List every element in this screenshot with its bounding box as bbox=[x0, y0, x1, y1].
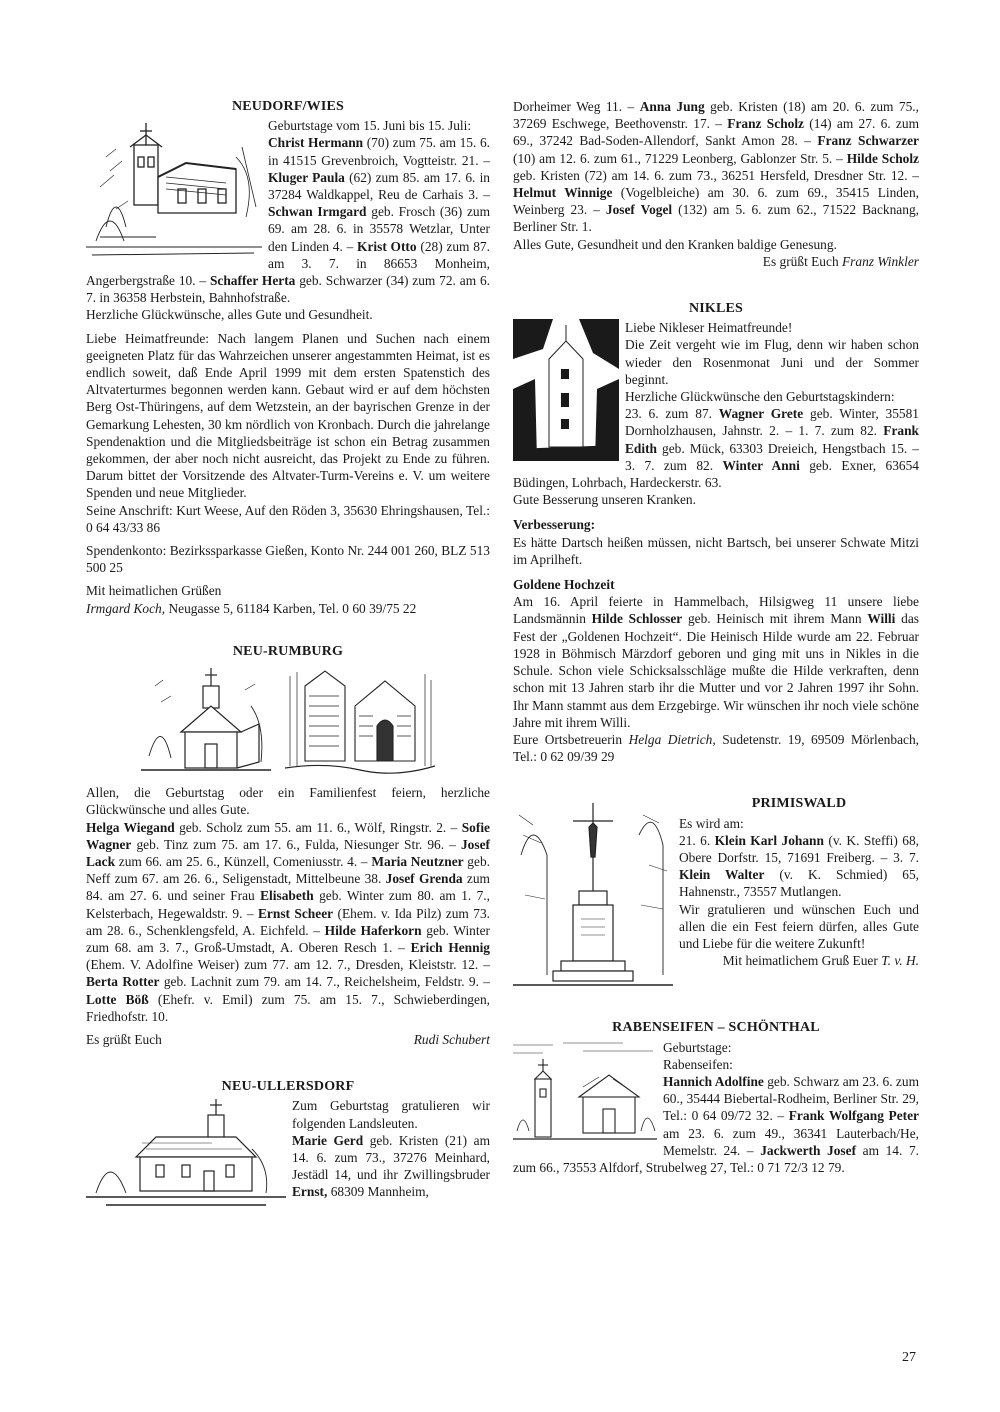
text: am 14. 7. zum 66., 73553 Alfdorf, Strubelweg 27, Tel.: 0 71 72/3 12 79. bbox=[513, 1142, 920, 1175]
crucifix-illustration bbox=[513, 795, 673, 995]
church-illustration bbox=[513, 1039, 657, 1149]
section-primiswald bbox=[513, 795, 919, 997]
person-name: Anna Jung bbox=[639, 99, 705, 114]
paragraph: Gute Besserung unseren Kranken. bbox=[513, 492, 696, 508]
person-name: Hilde Haferkorn bbox=[324, 922, 422, 938]
text: zum 84. am 27. 6. und seiner Frau bbox=[86, 871, 490, 904]
subheading: Goldene Hochzeit bbox=[513, 577, 615, 593]
person-name: Hannich Adolfine bbox=[663, 1073, 764, 1089]
text: geb. Kristen (18) am 20. 6. zum 75., 37269 Eschwege, Beethovenstr. 17. – bbox=[513, 99, 919, 132]
tower-illustration bbox=[513, 319, 619, 461]
text: geb. Winter zum 68. am 3. 7., Groß-Umstadt, A. Oberen Resch 1. – bbox=[86, 922, 490, 955]
text: das Fest der „Goldenen Hochzeit“. Die Heinisch Hilde wurde am 22. Februar 1928 in Böhmisch Märzdorf geboren und ging mit uns in Nikles in die Schule. Schon viele Schicksalsschläge mußte die Hilde verkraften, denn schon mit 13 Jahren starb ihr die Mutter und vor 2 Jahren 1997 ihr Sohn. Ihr Mann stammt aus dem Erzgebirge. Wir wünschen ihr noch viele schöne Jahre mit ihrem Willi. bbox=[513, 611, 919, 730]
section-title: PRIMISWALD bbox=[751, 796, 847, 812]
paragraph: Es wird am: bbox=[679, 815, 744, 831]
signature-name: Helga Dietrich, bbox=[628, 731, 716, 747]
paragraph: Rabenseifen: bbox=[663, 1056, 733, 1072]
paragraph: Alles Gute, Gesundheit und den Kranken baldige Genesung. bbox=[513, 236, 837, 252]
paragraph bbox=[513, 593, 919, 731]
paragraph: Liebe Nikleser Heimatfreunde! bbox=[625, 320, 793, 336]
text: 23. 6. zum 87. bbox=[625, 406, 719, 422]
person-name: Lotte Böß bbox=[86, 991, 149, 1007]
text: geb. Frosch (36) zum 69. am 28. 6. in 35578 Wetzlar, Unter den Linden 4. – bbox=[268, 204, 490, 254]
text: Sudetenstr. 19, 69509 Mörlenbach, Tel.: 0 62 09/39 29 bbox=[513, 731, 920, 765]
text: (Vogelbleiche) am 30. 6. zum 69., 35415 Linden, Weinberg 23. – bbox=[513, 185, 919, 218]
text: Eure Ortsbetreuerin bbox=[513, 731, 629, 747]
text: (70) zum 75. am 15. 6. in 41515 Grevenbroich, Vogtteistr. 21. – bbox=[268, 135, 490, 168]
signature-name: T. v. H. bbox=[881, 953, 919, 969]
paragraph: Liebe Heimatfreunde: Nach langem Planen und Suchen nach einem geeigneten Platz für das Wahrzeichen unserer angestammten Heimat, ist es endlich soweit, daß Ende April 1999 mit dem ersten Spatenstich des Altvaterturmes begonnen werden kann. Gebaut wird er auf dem höchsten Berg Ost-Thüringens, auf dem Wetzstein, an der bayrischen Grenze in der Gemarkung Lehesten, 30 km nördlich von Kronbach. Durch die jahrelange Spendenaktion und die Mitgliedsbeiträge ist schon ein Betrag zusammen gekommen, der aber noch nicht ausreicht, das Projekt zu Ende zu führen. Darum bittet der Vorsitzende des Altvater-Turm-Vereins e. V. um weitere Spenden und neue Mitglieder. bbox=[86, 330, 490, 501]
text: Dorheimer Weg 11. – bbox=[513, 99, 640, 114]
text: geb. Kristen (21) am 14. 6. zum 73., 37276 Meinhard, Jestädl 14, und ihr Zwillingsbruder bbox=[292, 1132, 490, 1183]
person-name: Jackwerth Josef bbox=[760, 1142, 857, 1158]
person-name: Klein Walter bbox=[679, 867, 765, 883]
text: Geburtstage vom 15. Juni bis 15. Juli: bbox=[268, 118, 472, 134]
text: 68309 Mannheim, bbox=[327, 1184, 429, 1200]
text: (v. K. Schmied) 65, Hahnenstr., 73557 Mutlangen. bbox=[679, 867, 919, 900]
text: am 23. 6. zum 49., 36341 Lauterbach/He, Memelstr. 24. – bbox=[663, 1125, 919, 1158]
text: geb. Lachnit zum 79. am 14. 7., Reichelsheim, Feldstr. 9. – bbox=[159, 974, 490, 990]
person-name: Helmut Winnige bbox=[513, 185, 613, 201]
text: geb. Tinz zum 75. am 17. 6., Fulda, Niesunger Str. 96. – bbox=[131, 836, 461, 852]
greeting: Mit heimatlichem Gruß Euer bbox=[722, 953, 882, 969]
section-title: NEU-ULLERSDORF bbox=[221, 1079, 355, 1095]
text: Am 16. April feierte in Hammelbach, Hilsigweg 11 unsere liebe Landsmännin bbox=[513, 594, 919, 627]
signature-name: Franz Winkler bbox=[842, 253, 919, 269]
paragraph: Spendenkonto: Bezirkssparkasse Gießen, Konto Nr. 244 001 260, BLZ 513 500 25 bbox=[86, 543, 490, 576]
paragraph: Zum Geburtstag gratulieren wir folgenden Landsleuten. bbox=[292, 1098, 490, 1131]
section-neu-rumburg bbox=[86, 643, 490, 1048]
text: geb. Schwarzer (34) zum 72. am 6. 7. in 36358 Herbstein, Bahnhofstraße. bbox=[86, 273, 490, 306]
paragraph: Die Zeit vergeht wie im Flug, denn wir haben schon wieder den Rosenmonat Juni und der Sommer beginnt. bbox=[625, 337, 919, 387]
paragraph: Es hätte Dartsch heißen müssen, nicht Bartsch, bei unserer Schwate Mitzi im Aprilheft. bbox=[513, 534, 919, 567]
text: (10) am 12. 6. zum 61., 71229 Leonberg, Gablonzer Str. 5. – bbox=[513, 150, 847, 166]
person-name: Maria Neutzner bbox=[371, 853, 464, 869]
greeting: Es grüßt Euch bbox=[86, 1031, 162, 1047]
section-continuation bbox=[513, 98, 919, 270]
person-name: Erich Hennig bbox=[410, 939, 490, 955]
person-name: Hilde Schlosser bbox=[591, 611, 683, 627]
church-illustration bbox=[86, 1097, 286, 1213]
text: (14) am 27. 6. zum 69., 37242 Bad-Soden-Allendorf, Sankt Amon 28. – bbox=[513, 116, 919, 149]
person-name: Frank Wolfgang Peter bbox=[788, 1108, 919, 1124]
person-name: Krist Otto bbox=[357, 238, 417, 254]
person-name: Hilde Scholz bbox=[846, 150, 920, 166]
text: (v. K. Steffi) 68, Obere Dorfstr. 15, 71691 Freiberg. – 3. 7. bbox=[679, 832, 920, 865]
text: geb. Heinisch mit ihrem Mann bbox=[682, 611, 868, 627]
text: Neugasse 5, 61184 Karben, Tel. 0 60 39/75 22 bbox=[165, 600, 417, 616]
paragraph: Geburtstage: bbox=[663, 1039, 732, 1055]
signature-line bbox=[86, 1031, 490, 1048]
person-name: Schaffer Herta bbox=[209, 273, 296, 289]
paragraph: Wir gratulieren und wünschen Euch und allen die ein Fest feiern dürfen, alles Gute und Liebe für die weitere Zukunft! bbox=[679, 901, 919, 951]
person-name: Wagner Grete bbox=[718, 406, 804, 422]
chapel-illustration bbox=[285, 666, 435, 776]
person-name: Berta Rotter bbox=[86, 974, 160, 990]
text: (Ehem. v. Ida Pilz) zum 73. am 28. 6., Schenklengsfeld, A. Eichfeld. – bbox=[86, 905, 491, 938]
person-name: Frank Edith bbox=[625, 423, 919, 456]
section-title: RABENSEIFEN – SCHÖNTHAL bbox=[612, 1020, 820, 1036]
text: geb. Scholz zum 55. am 11. 6., Wölf, Ringstr. 2. – bbox=[174, 819, 462, 835]
text: (Ehem. V. Adolfine Weiser) zum 77. am 12. 7., Dresden, Kleiststr. 12. – bbox=[86, 957, 490, 973]
person-name: Schwan Irmgard bbox=[268, 204, 367, 220]
section-neu-ullersdorf bbox=[86, 1078, 490, 1200]
text: geb. Exner, 63654 Büdingen, Lohrbach, Hardeckerstr. 63. bbox=[513, 457, 919, 491]
left-column bbox=[86, 98, 490, 1215]
text: geb. Mück, 63303 Dreieich, Hengstbach 15. – 3. 7. zum 82. bbox=[625, 440, 919, 473]
text: geb. Schwarz am 23. 6. zum 60., 35444 Biebertal-Rodheim, Berliner Str. 29, Tel.: 0 64 09/72 32. – bbox=[663, 1073, 919, 1124]
paragraph bbox=[86, 819, 490, 1025]
paragraph: Herzliche Glückwünsche, alles Gute und Gesundheit. bbox=[86, 307, 373, 323]
person-name: Josef Lack bbox=[86, 836, 490, 869]
section-rabenseifen bbox=[513, 1019, 919, 1176]
person-name: Kluger Paula bbox=[268, 169, 345, 185]
paragraph bbox=[513, 98, 919, 236]
person-name: Klein Karl Johann bbox=[714, 832, 824, 848]
signature bbox=[513, 731, 919, 765]
person-name: Winter Anni bbox=[722, 457, 800, 473]
text: 21. 6. bbox=[679, 832, 715, 848]
person-name: Marie Gerd bbox=[292, 1132, 364, 1148]
person-name: Josef Grenda bbox=[385, 871, 463, 887]
person-name: Helga Wiegand bbox=[86, 819, 175, 835]
signature bbox=[513, 253, 919, 270]
greeting: Es grüßt Euch bbox=[762, 253, 842, 269]
section-title: NEUDORF/WIES bbox=[231, 99, 345, 114]
chapel-illustration bbox=[141, 666, 271, 776]
person-name: Elisabeth bbox=[260, 888, 314, 904]
person-name: Christ Hermann bbox=[268, 135, 364, 151]
text: (132) am 5. 6. zum 62., 71522 Backnang, Berliner Str. 1. bbox=[513, 202, 919, 235]
section-neudorf bbox=[86, 98, 490, 617]
subheading: Verbesserung: bbox=[513, 517, 596, 533]
section-nikles bbox=[513, 300, 919, 765]
text: geb. Winter zum 80. am 1. 7., Kelsterbach, Hegewaldstr. 9. – bbox=[86, 888, 490, 921]
text: geb. Neff zum 67. am 26. 6., Seligenstadt, Mittelbeune 38. bbox=[86, 853, 490, 887]
text: (Ehefr. v. Emil) zum 75. am 15. 7., Schwieberdingen, Friedhofstr. 10. bbox=[86, 991, 490, 1024]
person-name: Sofie Wagner bbox=[86, 819, 490, 852]
section-title: NIKLES bbox=[688, 301, 744, 317]
person-name: Ernst Scheer bbox=[258, 905, 334, 921]
person-name: Franz Scholz bbox=[727, 116, 804, 132]
section-title: NEU-RUMBURG bbox=[232, 643, 344, 659]
text: geb. Winter, 35581 Dornholzhausen, Jahnstr. 2. – 1. 7. zum 82. bbox=[625, 406, 919, 439]
person-name: Willi bbox=[867, 611, 896, 627]
signature-name: Irmgard Koch, bbox=[86, 600, 166, 616]
person-name: Josef Vogel bbox=[605, 202, 673, 218]
text: geb. Kristen (72) am 14. 6. zum 73., 36251 Hersfeld, Dresdner Str. 12. – bbox=[513, 167, 919, 183]
paragraph: Seine Anschrift: Kurt Weese, Auf den Röden 3, 35630 Ehringshausen, Tel.: 0 64 43/33 86 bbox=[86, 502, 490, 535]
paragraph: Allen, die Geburtstag oder ein Familienfest feiern, herzliche Glückwünsche und alles Gute. bbox=[86, 785, 490, 818]
person-name: Franz Schwarzer bbox=[817, 133, 919, 149]
page-number: 27 bbox=[902, 1350, 916, 1365]
text: (62) zum 85. am 17. 6. in 37284 Waldkappel, Reu de Carhais 3. – bbox=[268, 169, 490, 203]
text: (28) zum 87. am 3. 7. in 86653 Monheim, Angerbergstraße 10. – bbox=[86, 238, 490, 289]
paragraph: Mit heimatlichen Grüßen bbox=[86, 583, 222, 599]
person-name: Ernst, bbox=[292, 1184, 328, 1200]
text: zum 66. am 25. 6., Künzell, Comeniusstr. 4. – bbox=[115, 853, 372, 869]
signature bbox=[86, 600, 490, 617]
right-column bbox=[513, 98, 919, 1176]
signature-name: Rudi Schubert bbox=[413, 1031, 490, 1047]
paragraph: Herzliche Glückwünsche den Geburtstagskindern: bbox=[625, 389, 895, 405]
church-illustration bbox=[86, 117, 262, 265]
